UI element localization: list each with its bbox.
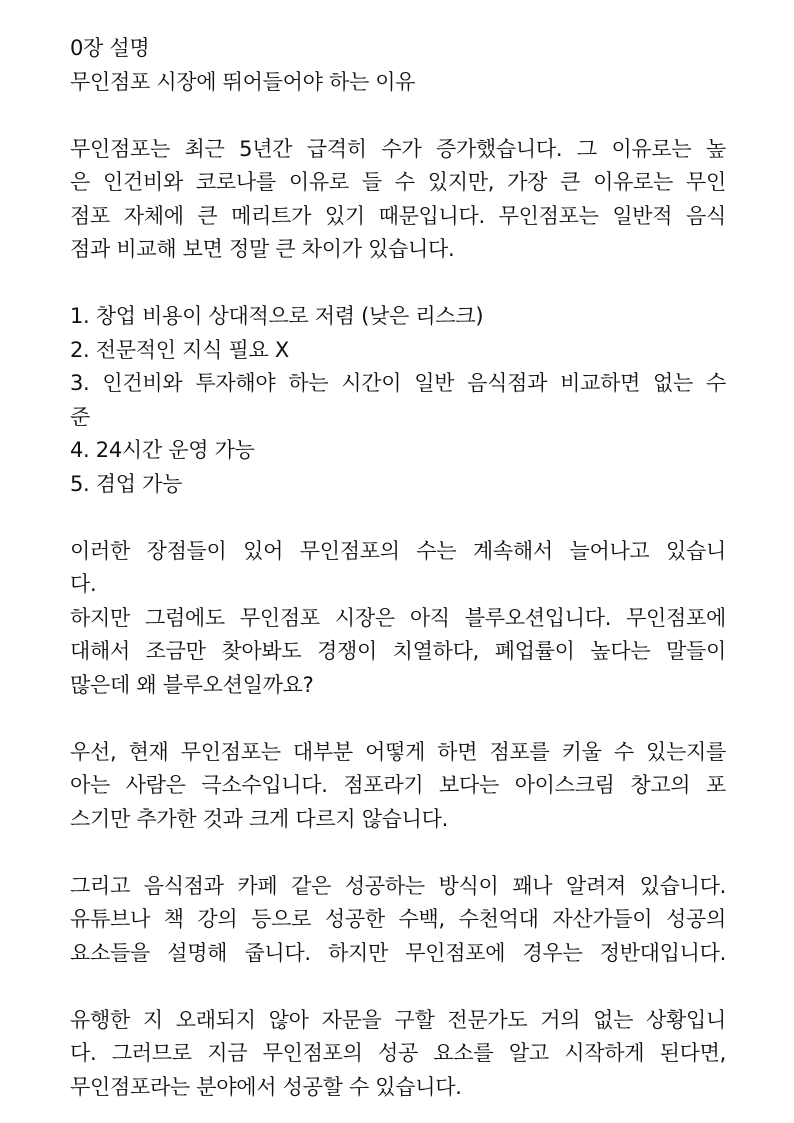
merits-list	[70, 300, 726, 501]
list-item: 4. 24시간 운영 가능	[70, 438, 255, 462]
chapter-label: 0장 설명	[70, 36, 150, 60]
paragraph-line: 그리고 음식점과 카페 같은 성공하는 방식이 꽤나 알려져 있습니다.	[70, 873, 726, 898]
list-item: 2. 전문적인 지식 필요 X	[70, 337, 289, 362]
spacer	[70, 970, 726, 1004]
page-title: 무인점포 시장에 뛰어들어야 하는 이유	[70, 69, 416, 94]
paragraph-line: 대해서 조금만 찾아봐도 경쟁이 치열하다, 폐업률이 높다는 말들이	[70, 639, 726, 663]
conclusion-paragraph	[70, 1004, 726, 1105]
paragraph-line: 다. 그러므로 지금 무인점포의 성공 요소를 알고 시작하게 된다면,	[70, 1041, 726, 1065]
paragraph-line: 아는 사람은 극소수입니다. 점포라기 보다는 아이스크림 창고의 포	[70, 773, 726, 797]
list-item: 5. 겸업 가능	[70, 471, 183, 496]
paragraph-line: 은 인건비와 코로나를 이유로 들 수 있지만, 가장 큰 이유로는 무인	[70, 170, 726, 194]
paragraph-line: 무인점포는 최근 5년간 급격히 수가 증가했습니다. 그 이유로는 높	[70, 136, 726, 161]
paragraph-line: 이러한 장점들이 있어 무인점포의 수는 계속해서 늘어나고 있습니	[70, 538, 726, 563]
spacer	[70, 836, 726, 870]
list-item-continuation: 준	[70, 404, 90, 429]
paragraph-line: 유튜브나 책 강의 등으로 성공한 수백, 수천억대 자산가들이 성공의	[70, 907, 726, 931]
spacer	[70, 501, 726, 535]
paragraph-line: 다.	[70, 572, 97, 596]
paragraph-line: 스기만 추가한 것과 크게 다르지 않습니다.	[70, 806, 449, 831]
spacer	[70, 702, 726, 736]
paragraph-line: 하지만 그럼에도 무인점포 시장은 아직 블루오션입니다. 무인점포에	[70, 605, 726, 630]
blue-ocean-paragraph	[70, 535, 726, 703]
spacer	[70, 267, 726, 301]
paragraph-line: 점과 비교해 보면 정말 큰 차이가 있습니다.	[70, 237, 455, 261]
paragraph-line: 우선, 현재 무인점포는 대부분 어떻게 하면 점포를 키울 수 있는지를	[70, 739, 726, 764]
spacer	[70, 99, 726, 133]
document-page	[70, 32, 726, 1104]
current-state-paragraph	[70, 736, 726, 837]
list-item: 1. 창업 비용이 상대적으로 저렴 (낮은 리스크)	[70, 304, 484, 328]
intro-paragraph	[70, 133, 726, 267]
paragraph-line: 많은데 왜 블루오션일까요?	[70, 672, 314, 697]
comparison-paragraph	[70, 870, 726, 971]
paragraph-line: 요소들을 설명해 줍니다. 하지만 무인점포에 경우는 정반대입니다.	[70, 940, 726, 965]
list-item: 3. 인건비와 투자해야 하는 시간이 일반 음식점과 비교하면 없는 수	[70, 371, 726, 395]
paragraph-line: 무인점포라는 분야에서 성공할 수 있습니다.	[70, 1074, 462, 1099]
paragraph-line: 점포 자체에 큰 메리트가 있기 때문입니다. 무인점포는 일반적 음식	[70, 203, 726, 228]
paragraph-line: 유행한 지 오래되지 않아 자문을 구할 전문가도 거의 없는 상황입니	[70, 1007, 726, 1032]
